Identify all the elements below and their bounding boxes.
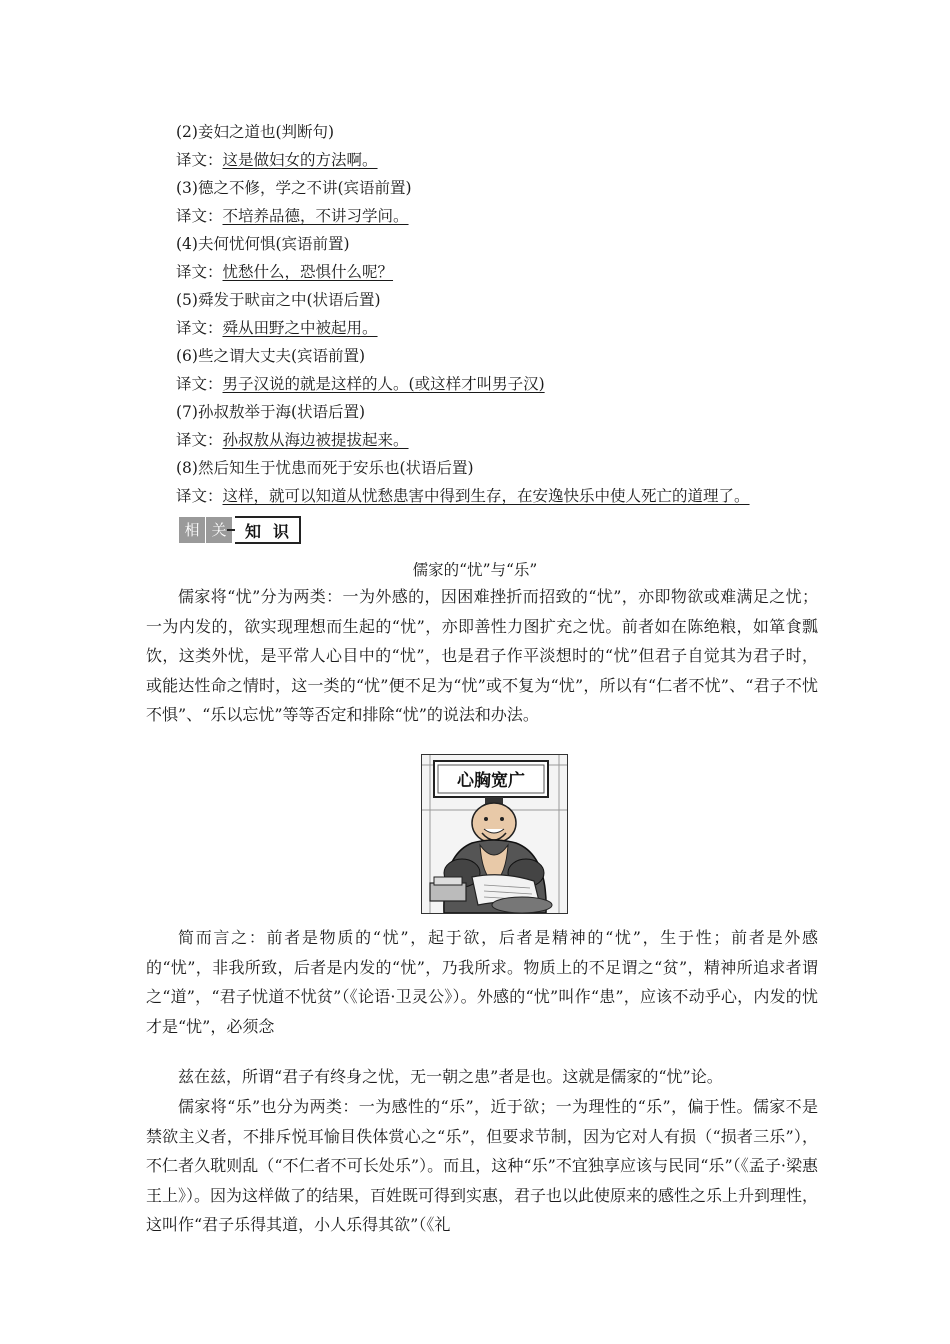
translation-list [176,118,816,510]
article-paragraph-1 [146,582,818,730]
related-knowledge-badge [179,516,301,544]
sentence-5: (5)舜发于畎亩之中(状语后置) [176,291,381,309]
translation-text: 不培养品德，不讲习学问。 [222,207,409,225]
translation-label: 译文： [176,263,223,281]
translation-7 [176,426,816,454]
sentence-2: (2)妾妇之道也(判断句) [176,123,335,141]
translation-3 [176,202,816,230]
sentence-6: (6)些之谓大丈夫(宾语前置) [176,347,366,365]
translation-text: 这样，就可以知道从忧愁患害中得到生存，在安逸快乐中使人死亡的道理了。 [222,487,750,505]
badge-char: 识 [272,521,289,541]
translation-label: 译文： [176,151,223,169]
badge-char: 相 [179,517,205,543]
sentence-3: (3)德之不修，学之不讲(宾语前置) [176,179,412,197]
article-paragraph-3 [146,1062,818,1092]
article-paragraph-2 [146,923,818,1041]
paragraph-text: 简而言之：前者是物质的“忧”，起于欲，后者是精神的“忧”，生于性；前者是外感的“忧”，非我所致，后者是内发的“忧”，乃我所求。物质上的不足谓之“贫”，精神所追求者谓之“道”，“君子忧道不忧贫”（《论语·卫灵公》）。外感的“忧”叫作“患”，应该不动乎心，内发的忧才是“忧”，必须念 [146,928,818,1036]
sentence-7: (7)孙叔敖举于海(状语后置) [176,403,366,421]
translation-text: 这是做妇女的方法啊。 [222,151,378,169]
translation-6 [176,370,816,398]
translation-4 [176,258,816,286]
article-paragraph-4 [146,1092,818,1240]
translation-5 [176,314,816,342]
illustration-caption: 心胸宽广 [457,771,525,791]
badge-char: 关 [206,517,232,543]
translation-8 [176,482,816,510]
translation-text: 舜从田野之中被起用。 [222,319,378,337]
paragraph-text: 儒家将“乐”也分为两类：一为感性的“乐”，近于欲；一为理性的“乐”，偏于性。儒家不是禁欲主义者，不排斥悦耳愉目佚体赏心之“乐”，但要求节制，因为它对人有损（“损者三乐”），不仁者久耽则乱（“不仁者不可长处乐”）。而且，这种“乐”不宜独享应该与民同“乐”（《孟子·梁惠王上》）。因为这样做了的结果，百姓既可得到实惠，君子也以此使原来的感性之乐上升到理性，这叫作“君子乐得其道，小人乐得其欲”（《礼 [146,1097,819,1234]
translation-label: 译文： [176,319,223,337]
badge-boxed-part [235,516,301,544]
translation-text: 男子汉说的就是这样的人。(或这样才叫男子汉) [222,375,545,393]
translation-label: 译文： [176,375,223,393]
translation-label: 译文： [176,207,223,225]
translation-text: 忧愁什么，恐惧什么呢？ [222,263,394,281]
translation-2 [176,146,816,174]
sentence-4: (4)夫何忧何惧(宾语前置) [176,235,350,253]
illustration-image [421,754,568,914]
paragraph-text: 儒家将“忧”分为两类：一为外感的，因困难挫折而招致的“忧”，亦即物欲或难满足之忧；一为内发的，欲实现理想而生起的“忧”，亦即善性力图扩充之忧。前者如在陈绝粮，如箪食瓢饮，这类外忧，是平常人心目中的“忧”，也是君子作平淡想时的“忧”但君子自觉其为君子时，或能达性命之情时，这一类的“忧”便不足为“忧”或不复为“忧”，所以有“仁者不忧”、“君子不忧不惧”、“乐以忘忧”等等否定和排除“忧”的说法和办法。 [146,587,818,724]
badge-char: 知 [244,521,261,541]
translation-label: 译文： [176,487,223,505]
sentence-8: (8)然后知生于忧患而死于安乐也(状语后置) [176,459,474,477]
translation-text: 孙叔敖从海边被提拔起来。 [222,431,409,449]
paragraph-text: 兹在兹，所谓“君子有终身之忧，无一朝之患”者是也。这就是儒家的“忧”论。 [178,1067,723,1086]
article-title: 儒家的“忧”与“乐” [412,561,538,579]
confucius-illustration [422,755,567,913]
translation-label: 译文： [176,431,223,449]
